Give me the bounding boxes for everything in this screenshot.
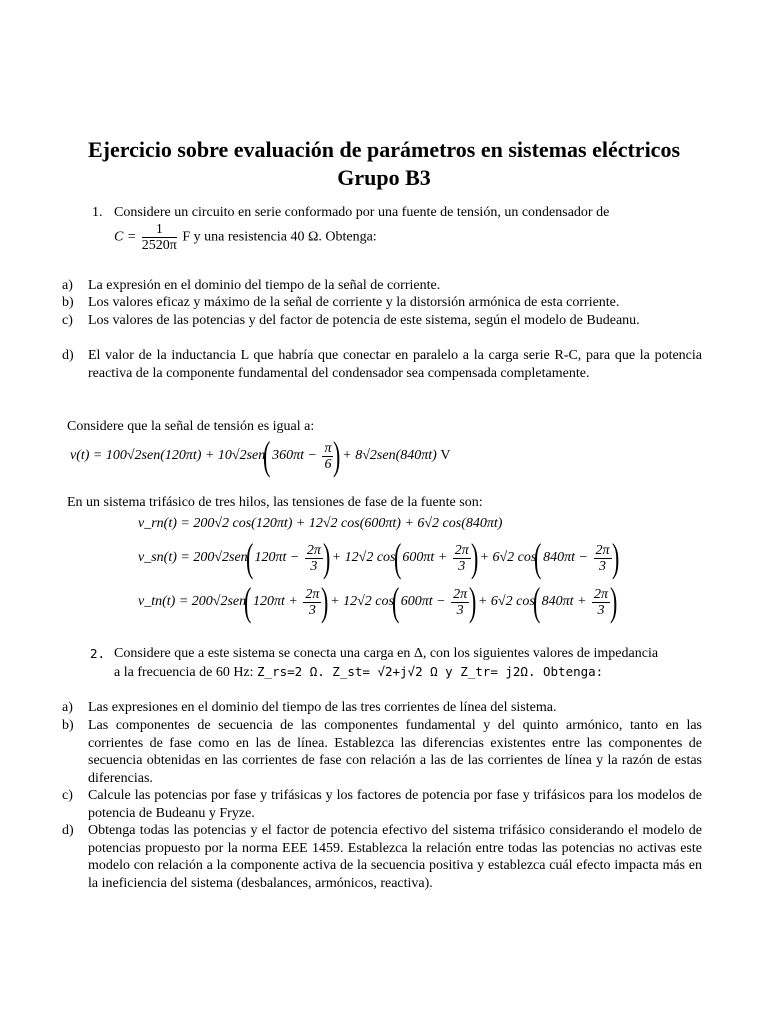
two-pi-over-3 bbox=[592, 587, 610, 618]
q1-item-a bbox=[62, 277, 702, 295]
document-title bbox=[40, 136, 728, 192]
phase-eq-sn-a: v_sn(t) = 200√2sen bbox=[138, 550, 248, 566]
voltage-eq-part1: v(t) = 100√2sen(120πt) + 10√2sen bbox=[70, 448, 266, 464]
right-paren: ) bbox=[469, 579, 477, 624]
fraction-numerator: 2π bbox=[593, 586, 608, 602]
left-paren: ( bbox=[534, 535, 542, 580]
fraction-numerator: 2π bbox=[454, 542, 469, 558]
left-paren: ( bbox=[532, 579, 541, 624]
fraction-numerator: 2π bbox=[595, 542, 610, 558]
q2-item-d-text: Obtenga todas las potencias y el factor de potencia efectivo del sistema trifásico considerando el modelo de potencias propuesto por la norma EEE 1459. Establezca la relación entre todas las potencias no activas este modelo con relación a la componente activa de la secuencia positiva y establezca cuál efecto impacta más en la ineficiencia del sistema (desbalances, armónicos, reactiva). bbox=[88, 823, 702, 891]
capacitor-numerator: 1 bbox=[142, 222, 177, 238]
phase-eq-tn-c: + 12√2 cos bbox=[330, 594, 394, 610]
question-2-line-2 bbox=[114, 663, 603, 682]
question-1-number: 1. bbox=[92, 205, 103, 220]
phase-eq-tn-a: v_tn(t) = 200√2sen bbox=[138, 594, 247, 610]
q1-item-d-text: El valor de la inductancia L que habría que conectar en paralelo a la carga serie R-C, para que la potencia reactiva de la componente fundamental del condensador sea compensada completamente. bbox=[88, 348, 702, 381]
q2-item-b-label: b) bbox=[62, 718, 74, 733]
voltage-eq-part2: + 8√2sen(840πt) bbox=[342, 448, 437, 464]
q1-item-a-label: a) bbox=[62, 278, 73, 293]
capacitor-label: C = bbox=[114, 229, 137, 245]
phase-eq-sn-f: 840πt − bbox=[543, 550, 589, 566]
phase-eq-tn bbox=[138, 579, 618, 624]
phase-eq-sn-d: 600πt + bbox=[402, 550, 448, 566]
q2-item-c-text: Calcule las potencias por fase y trifásicas y los factores de potencia por fase y trifásicos para los modelos de potencia de Budeanu y Fryze. bbox=[88, 788, 702, 821]
phase-eq-tn-f: 840πt + bbox=[541, 594, 587, 610]
phase-eq-sn-c: + 12√2 cos bbox=[331, 550, 396, 566]
question-2-text-b: a la frecuencia de 60 Hz: bbox=[114, 665, 254, 680]
question-2-text-c: Z_rs=2 Ω. Z_st= √2+j√2 Ω y Z_tr= j2Ω. Obtenga: bbox=[257, 664, 604, 679]
title-line-2: Grupo B3 bbox=[337, 165, 431, 190]
pi-over-6-fraction bbox=[322, 441, 333, 472]
q1-item-b-label: b) bbox=[62, 295, 74, 310]
phase-eq-rn: v_rn(t) = 200√2 cos(120πt) + 12√2 cos(600πt) + 6√2 cos(840πt) bbox=[138, 516, 503, 531]
two-pi-over-3 bbox=[305, 543, 323, 574]
voltage-equation bbox=[70, 433, 451, 478]
fraction-numerator: 2π bbox=[453, 586, 468, 602]
fraction-numerator: 2π bbox=[306, 542, 321, 558]
q2-item-a-text: Las expresiones en el dominio del tiempo de las tres corrientes de línea del sistema. bbox=[88, 700, 557, 715]
q2-item-b-text: Las componentes de secuencia de las componentes fundamental y del quinto armónico, tanto en las corrientes de fase como en las de línea. Establezca las diferencias existentes entre las componentes de secuencia obtenidas en las corrientes de fase con relación a las de las corrientes de línea y la razón de estas diferencias. bbox=[88, 718, 702, 786]
q1-item-a-text: La expresión en el dominio del tiempo de la señal de corriente. bbox=[88, 278, 441, 293]
question-1-capacitor-line bbox=[114, 222, 377, 253]
q1-item-b-text: Los valores eficaz y máximo de la señal de corriente y la distorsión armónica de esta corriente. bbox=[88, 295, 620, 310]
q2-item-c-label: c) bbox=[62, 788, 73, 803]
phase-eq-tn-b: 120πt + bbox=[252, 594, 298, 610]
title-line-1: Ejercicio sobre evaluación de parámetros en sistemas eléctricos bbox=[87, 137, 681, 162]
left-paren: ( bbox=[244, 579, 252, 624]
q1-item-c bbox=[62, 312, 702, 330]
fraction-denominator: 3 bbox=[456, 602, 464, 618]
two-pi-over-3 bbox=[451, 587, 469, 618]
question-1-text-b: F y una resistencia 40 Ω. Obtenga: bbox=[182, 229, 377, 245]
two-pi-over-3 bbox=[303, 587, 321, 618]
capacitor-denominator: 2520π bbox=[141, 238, 177, 253]
right-paren: ) bbox=[321, 579, 329, 624]
two-pi-over-3 bbox=[594, 543, 612, 574]
question-2-number: 2. bbox=[90, 646, 106, 661]
left-paren: ( bbox=[245, 535, 254, 580]
right-paren: ) bbox=[322, 535, 331, 580]
phase-eq-sn bbox=[138, 535, 619, 580]
three-phase-intro: En un sistema trifásico de tres hilos, las tensiones de fase de la fuente son: bbox=[67, 495, 483, 510]
q1-item-d-label: d) bbox=[62, 348, 74, 363]
q1-item-c-label: c) bbox=[62, 313, 73, 328]
left-paren: ( bbox=[391, 579, 400, 624]
right-paren: ) bbox=[470, 535, 479, 580]
q2-item-d-label: d) bbox=[62, 823, 74, 838]
fraction-numerator: 2π bbox=[305, 586, 320, 602]
question-2-text-a: Considere que a este sistema se conecta una carga en Δ, con los siguientes valores de impedancia bbox=[114, 646, 659, 661]
left-paren: ( bbox=[393, 535, 401, 580]
two-pi-over-3 bbox=[453, 543, 471, 574]
phase-eq-sn-e: + 6√2 cos bbox=[479, 550, 537, 566]
q2-item-a bbox=[62, 699, 702, 717]
fraction-denominator: 3 bbox=[458, 558, 466, 574]
fraction-denominator: 6 bbox=[324, 456, 332, 472]
capacitor-fraction bbox=[142, 222, 177, 253]
phase-eq-tn-d: 600πt − bbox=[400, 594, 446, 610]
left-paren: ( bbox=[263, 433, 271, 478]
fraction-numerator: π bbox=[324, 440, 332, 456]
fraction-denominator: 3 bbox=[597, 602, 605, 618]
q1-item-b bbox=[62, 294, 702, 312]
voltage-eq-inner: 360πt − bbox=[272, 448, 317, 464]
right-paren: ) bbox=[611, 535, 619, 580]
phase-eq-sn-b: 120πt − bbox=[254, 550, 300, 566]
phase-eq-tn-e: + 6√2 cos bbox=[477, 594, 535, 610]
q1-item-c-text: Los valores de las potencias y del factor de potencia de este sistema, según el modelo de Budeanu. bbox=[88, 313, 640, 328]
voltage-unit: V bbox=[440, 448, 451, 464]
voltage-intro: Considere que la señal de tensión es igual a: bbox=[67, 419, 315, 434]
q2-item-b bbox=[62, 717, 702, 787]
q1-item-d bbox=[62, 347, 702, 382]
q2-item-a-label: a) bbox=[62, 700, 73, 715]
fraction-denominator: 3 bbox=[599, 558, 607, 574]
right-paren: ) bbox=[333, 433, 341, 478]
q2-item-d bbox=[62, 822, 702, 892]
right-paren: ) bbox=[609, 579, 618, 624]
fraction-denominator: 3 bbox=[308, 602, 316, 618]
question-1-text-a: Considere un circuito en serie conformado por una fuente de tensión, un condensador de bbox=[114, 205, 610, 220]
q2-item-c bbox=[62, 787, 702, 822]
fraction-denominator: 3 bbox=[310, 558, 318, 574]
